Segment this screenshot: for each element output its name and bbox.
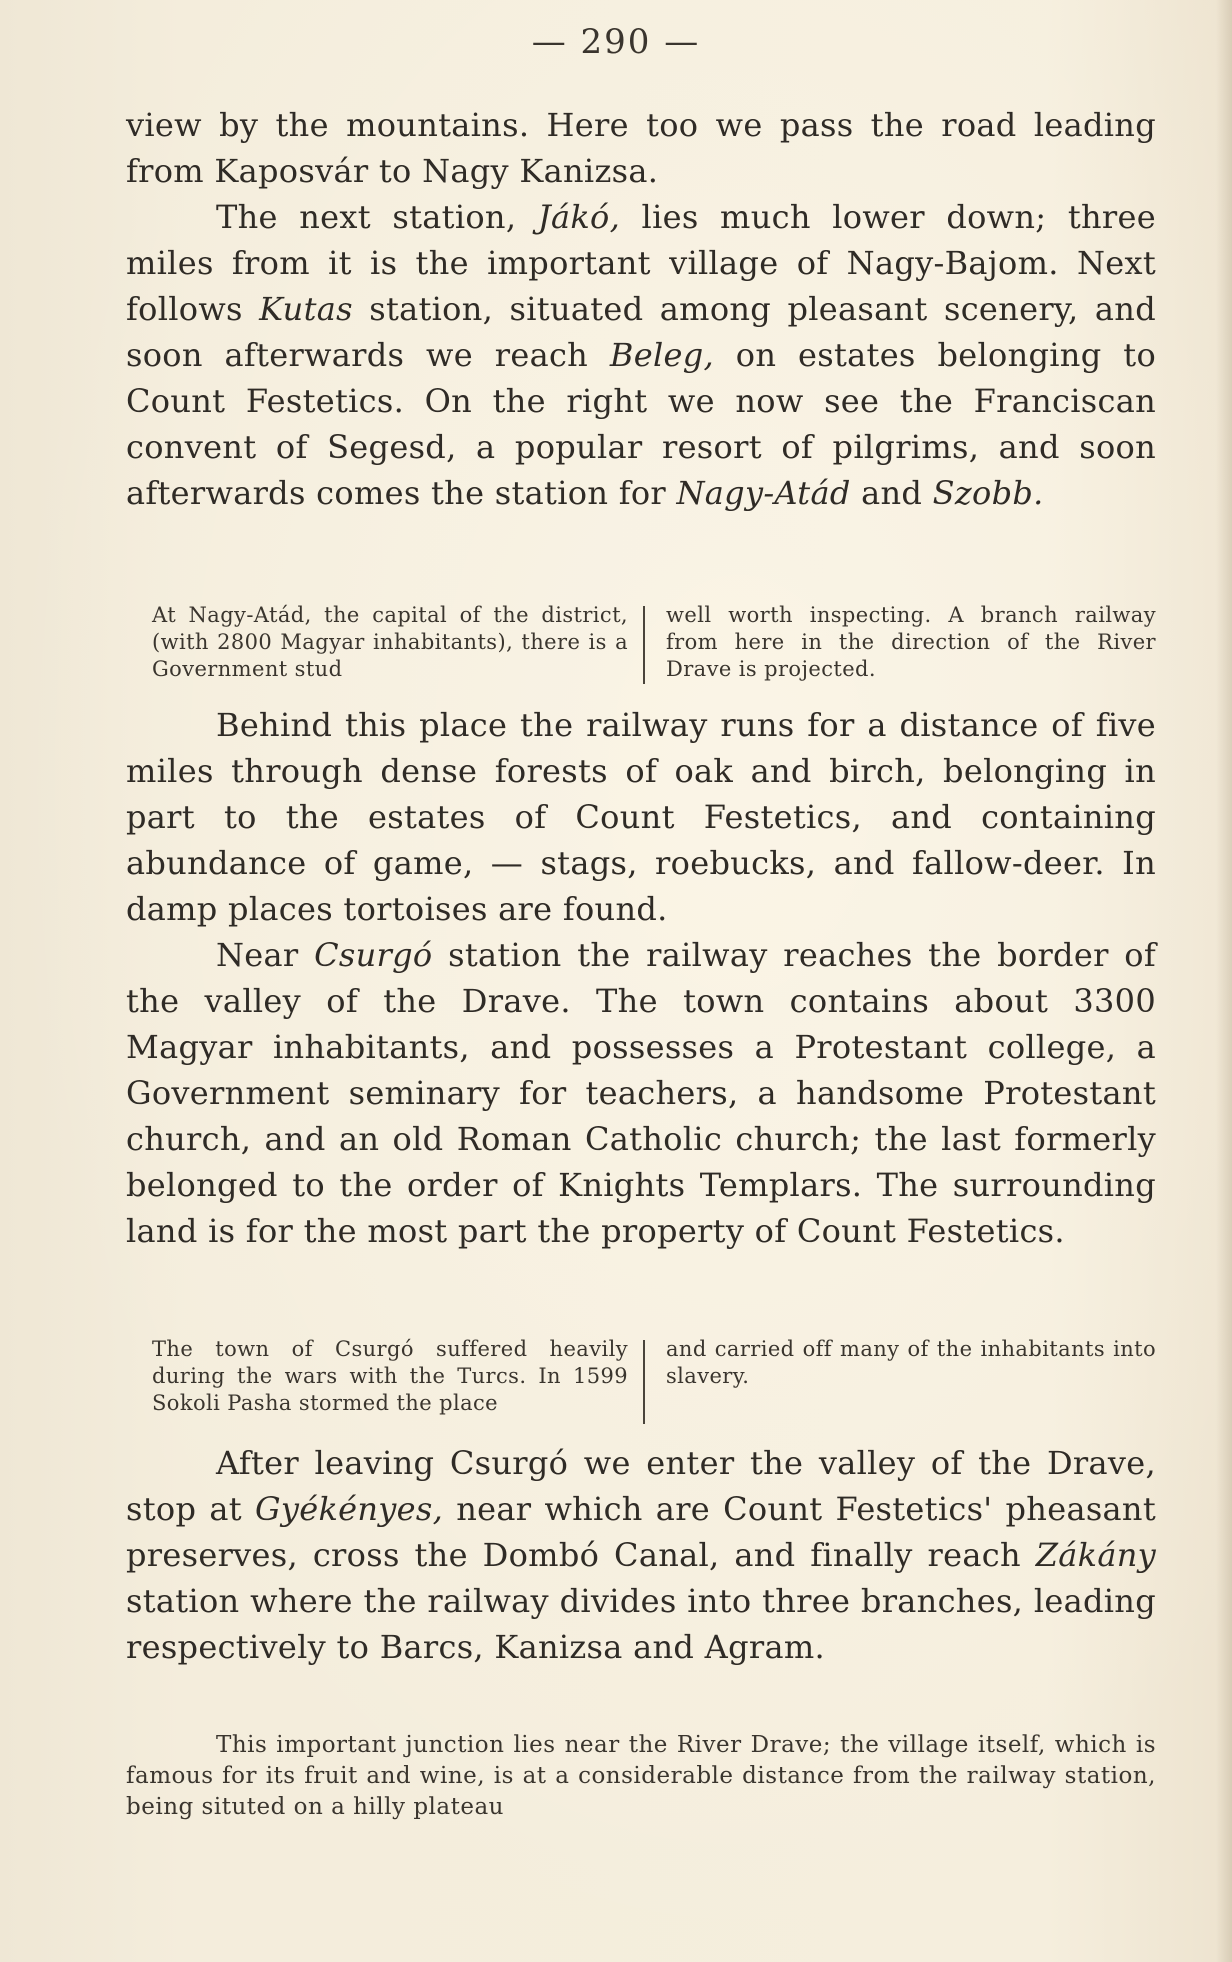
paragraph-5: After leaving Csurgó we enter the valley of the Drave, stop at Gyékényes, near which are Count Festetics' pheasant preserves, cross the Dombó Canal, and finally reach Zákány station where the railway divides into three branches, leading respectively to Barcs, Kanizsa and Agram.	[126, 1444, 1156, 1666]
footnote-right-column: well worth inspecting. A branch railway from here in the direction of the River Drave is projected.	[666, 603, 1156, 681]
paragraph-2: The next station, Jákó, lies much lower down; three miles from it is the important village of Nagy-Bajom. Next follows Kutas station, situated among pleasant scenery, and soon afterwards we reach Beleg, on estates belonging to Count Festetics. On the right we now see the Franciscan convent of Segesd, a popular resort of pilgrims, and soon afterwards comes the station for Nagy-Atád and Szobb.	[126, 198, 1157, 512]
paragraph-3: Behind this place the railway runs for a distance of five miles through dense forests of oak and birch, belonging in part to the estates of Count Festetics, and containing abundance of game, — stags, roebucks, and fallow-deer. In damp places tortoises are found.	[126, 706, 1156, 928]
column-divider	[643, 606, 645, 684]
page-number: — 290 —	[531, 22, 701, 62]
footnote-left-column: At Nagy-Atád, the capital of the district, (with 2800 Magyar inhabitants), there is a Government stud	[152, 603, 628, 681]
footnote-zakany	[126, 1730, 1156, 1823]
footnote-nagy-atad	[126, 602, 1156, 686]
main-text-block-2	[126, 702, 1156, 1254]
column-divider	[643, 1340, 645, 1424]
paragraph-1: view by the mountains. Here too we pass the road leading from Kaposvár to Nagy Kanizsa.	[126, 106, 1156, 190]
footnote-right-column: and carried off many of the inhabitants into slavery.	[666, 1337, 1156, 1388]
main-text-block-1	[126, 102, 1156, 516]
footnote-left-column: The town of Csurgó suffered heavily during the wars with the Turcs. In 1599 Sokoli Pasha stormed the place	[152, 1337, 628, 1415]
footnote-csurgo	[126, 1336, 1156, 1420]
main-text-block-3	[126, 1440, 1156, 1670]
page-edge-shadow	[1216, 0, 1232, 1962]
footnote-zakany-text: This important junction lies near the River Drave; the village itself, which is famous for its fruit and wine, is at a considerable distance from the railway station, being situted on a hilly plateau	[126, 1732, 1156, 1820]
paragraph-4: Near Csurgó station the railway reaches the border of the valley of the Drave. The town contains about 3300 Magyar inhabitants, and possesses a Protestant college, a Government seminary for teachers, a handsome Protestant church, and an old Roman Catholic church; the last formerly belonged to the order of Knights Templars. The surrounding land is for the most part the property of Count Festetics.	[126, 936, 1156, 1250]
